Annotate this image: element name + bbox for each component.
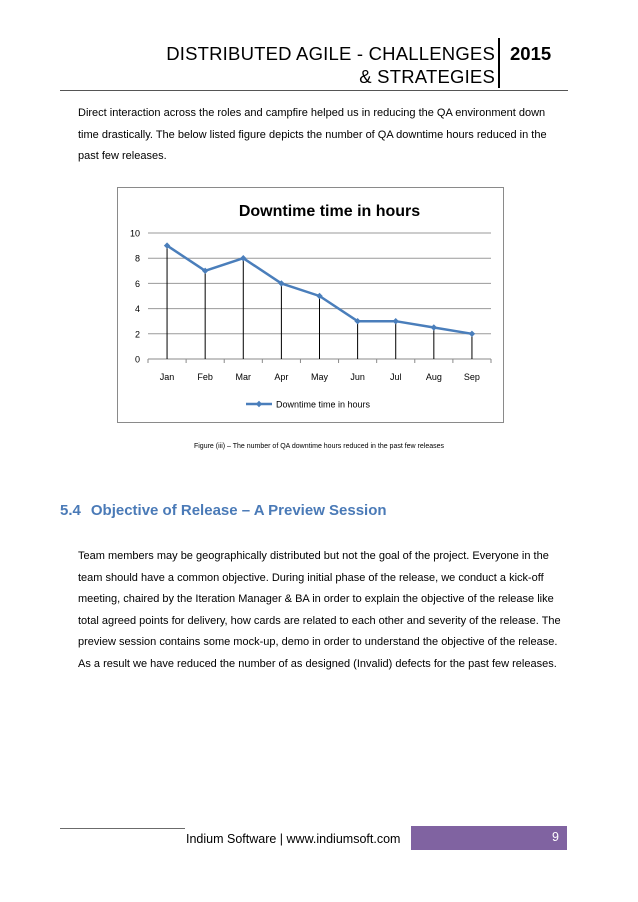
section-heading (60, 502, 387, 519)
x-tick-label: Feb (197, 372, 213, 382)
section-paragraph (78, 546, 561, 675)
page-number: 9 (552, 830, 559, 844)
section-line: team should have a common objective. During initial phase of the release, we conduct a kick-off (78, 571, 544, 584)
section-line: total agreed points for delivery, how cards are related to each other and severity of the release. The (78, 614, 561, 627)
data-point (431, 324, 437, 330)
y-tick-label: 4 (134, 304, 140, 315)
x-tick-label: Jun (350, 372, 365, 382)
intro-line: time drastically. The below listed figure depicts the number of QA downtime hours reduced in the (78, 128, 547, 141)
x-tick-label: Mar (235, 372, 252, 382)
x-tick-label: May (310, 372, 329, 382)
footer-page-box (411, 826, 567, 850)
intro-line: past few releases. (78, 150, 167, 162)
x-tick-label: Apr (274, 372, 289, 382)
section-line: preview session contains some mock-up, demo in order to understand the objective of the release. (78, 636, 558, 648)
x-tick-label: Jul (389, 372, 402, 382)
y-tick-label: 0 (134, 354, 140, 365)
section-line: meeting, chaired by the Iteration Manager & BA in order to explain the objective of the release like (78, 593, 554, 605)
y-tick-label: 6 (134, 278, 140, 289)
data-point (393, 318, 399, 324)
header-year: 2015 (510, 43, 552, 64)
data-point (469, 331, 475, 337)
section-line: Team members may be geographically distributed but not the goal of the project. Everyone in the (78, 550, 549, 562)
y-tick-label: 2 (134, 329, 140, 340)
figure-caption: Figure (iii) – The number of QA downtime hours reduced in the past few releases (193, 443, 445, 450)
section-title: Objective of Release – A Preview Session (90, 502, 387, 519)
chart-canvas (118, 188, 503, 422)
y-tick-label: 8 (134, 253, 140, 264)
footer-text: Indium Software | www.indiumsoft.com (186, 832, 401, 846)
header-title-line2: & STRATEGIES (359, 66, 495, 87)
section-number: 5.4 (60, 502, 81, 519)
header-title (166, 42, 495, 88)
x-tick-label: Aug (425, 372, 442, 382)
header-title-line1: DISTRIBUTED AGILE - CHALLENGES (166, 43, 495, 64)
header-rule (60, 90, 568, 91)
legend-marker (256, 401, 262, 407)
section-line: As a result we have reduced the number of as designed (Invalid) defects for the past few releases. (78, 657, 557, 670)
x-tick-label: Jan (159, 372, 175, 382)
x-tick-label: Sep (463, 372, 480, 382)
page-header (60, 36, 568, 91)
header-divider (498, 38, 500, 88)
downtime-chart (117, 187, 504, 423)
legend-label: Downtime time in hours (276, 399, 371, 410)
y-tick-label: 10 (129, 228, 140, 239)
intro-paragraph (78, 103, 560, 168)
chart-title: Downtime time in hours (238, 203, 421, 220)
intro-line: Direct interaction across the roles and campfire helped us in reducing the QA environment down (78, 107, 546, 119)
footer-rule (60, 828, 185, 829)
